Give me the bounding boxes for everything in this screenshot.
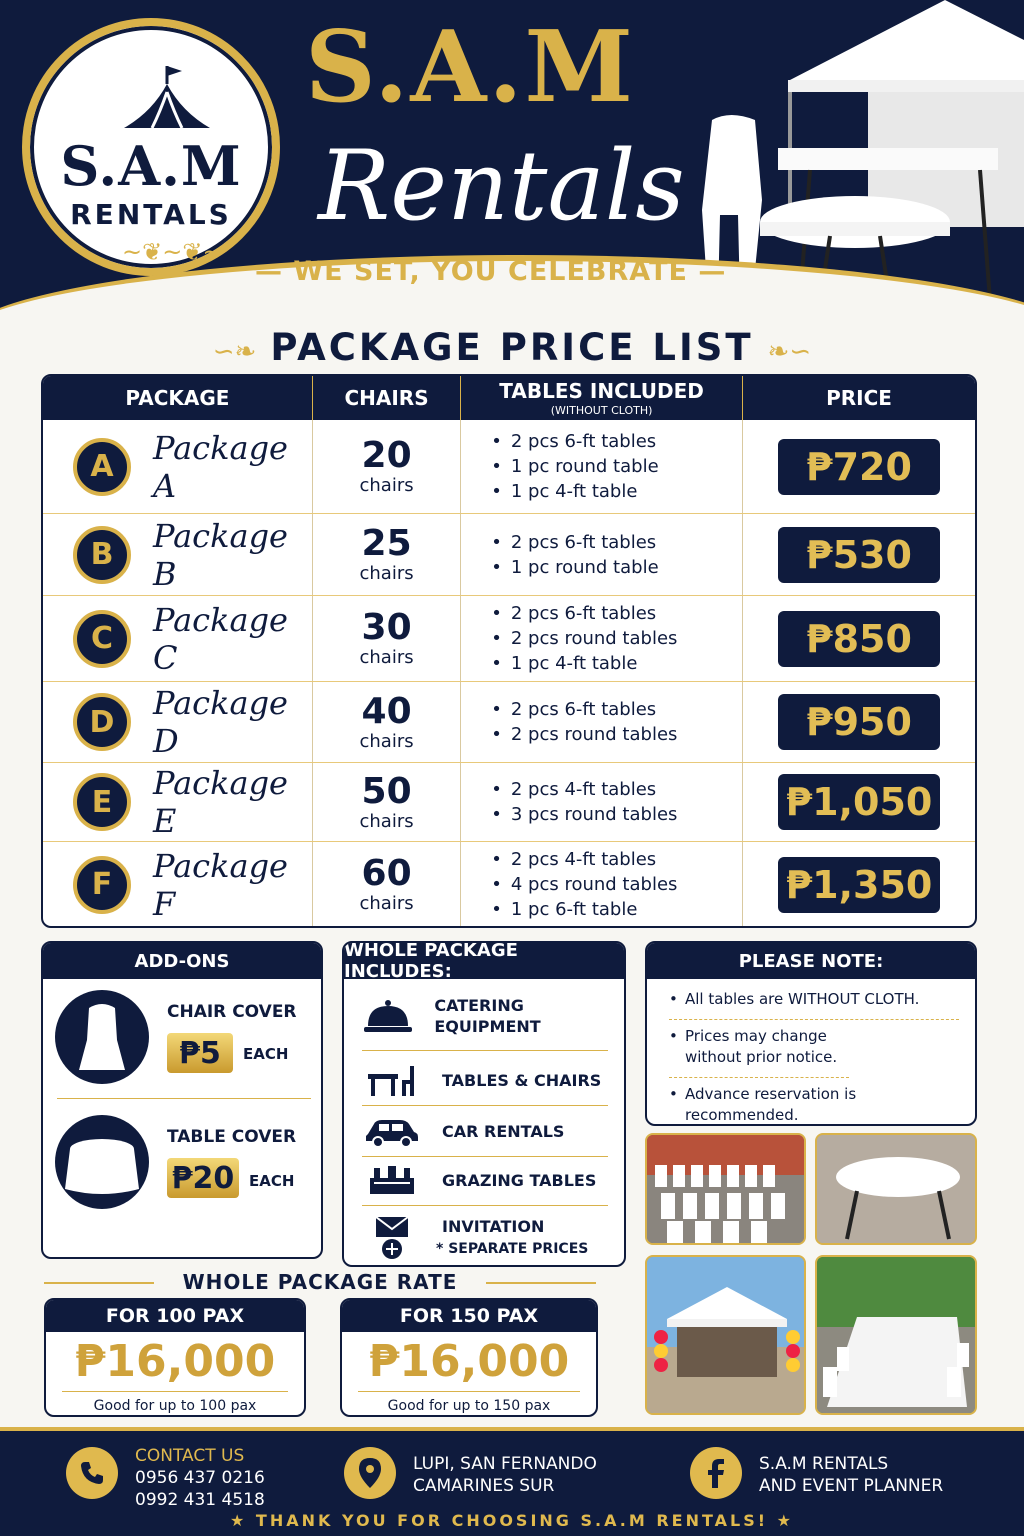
- header-banner: [0, 0, 1024, 310]
- table-item: • 1 pc 4-ft table: [491, 651, 677, 676]
- logo-title: S.A.M: [60, 134, 242, 198]
- rate-title: WHOLE PACKAGE RATE: [44, 1270, 596, 1294]
- table-header: [43, 376, 975, 420]
- rate-head: FOR 100 PAX: [46, 1300, 304, 1332]
- footer: [0, 1427, 1024, 1536]
- header-chairs: CHAIRS: [313, 376, 461, 420]
- chairs-label: chairs: [359, 647, 414, 668]
- divider: [358, 1391, 580, 1392]
- header-tables: [461, 376, 743, 420]
- table-row: [43, 841, 975, 927]
- include-item: [362, 995, 610, 1037]
- package-name: Package A: [153, 428, 288, 505]
- table-item: • 2 pcs 6-ft tables: [491, 601, 677, 626]
- phone-number[interactable]: 0956 437 0216: [135, 1468, 265, 1488]
- chairs-count: 30: [361, 607, 412, 648]
- chairs-label: chairs: [359, 563, 414, 584]
- package-letter-badge: F: [73, 856, 131, 914]
- package-cell: [43, 763, 313, 841]
- chairs-label: chairs: [359, 475, 414, 496]
- package-name: Package F: [153, 846, 288, 923]
- table-chair-icon: [362, 1060, 422, 1100]
- table-item: • 2 pcs 6-ft tables: [491, 429, 658, 454]
- divider: [362, 1050, 608, 1051]
- round-table-photo: [815, 1133, 977, 1245]
- tables-cell: [461, 763, 743, 841]
- car-icon: [362, 1111, 422, 1151]
- rate-card-150: [340, 1298, 598, 1417]
- grazing-table-icon: [362, 1160, 422, 1200]
- table-item: • 1 pc 6-ft table: [491, 897, 677, 922]
- rate-head: FOR 150 PAX: [342, 1300, 596, 1332]
- table-item: • 2 pcs round tables: [491, 722, 677, 747]
- notes-list: [647, 979, 975, 1126]
- table-item: • 1 pc 4-ft table: [491, 479, 658, 504]
- tables-list: [491, 530, 658, 580]
- ornament-icon: ∽❧: [212, 337, 257, 367]
- chairs-count: 60: [361, 853, 412, 894]
- divider: [362, 1105, 608, 1106]
- chairs-cell: [313, 682, 461, 762]
- divider: [62, 1391, 288, 1392]
- facebook-block[interactable]: [759, 1453, 943, 1497]
- tables-cell: [461, 682, 743, 762]
- chairs-cell: [313, 596, 461, 681]
- addon-unit: EACH: [249, 1172, 295, 1190]
- chairs-cell: [313, 420, 461, 513]
- addon-chair-cover: [55, 990, 315, 1090]
- note-item: • All tables are WITHOUT CLOTH.: [669, 989, 959, 1020]
- tables-list: [491, 601, 677, 676]
- package-cell: [43, 514, 313, 595]
- package-cell: [43, 420, 313, 513]
- chair-cover-image: [55, 990, 149, 1084]
- flourish-icon: ~❦~❦~: [122, 238, 223, 266]
- header-tables-note: (WITHOUT CLOTH): [550, 404, 653, 417]
- contact-block: [135, 1445, 265, 1511]
- table-cover-image: [55, 1115, 149, 1209]
- price-cell: [743, 514, 975, 595]
- rate-price: ₱16,000: [368, 1336, 570, 1387]
- rate-price: ₱16,000: [74, 1336, 276, 1387]
- facebook-name-line2[interactable]: AND EVENT PLANNER: [759, 1476, 944, 1496]
- tables-list: [491, 847, 677, 922]
- include-label: GRAZING TABLES: [442, 1170, 597, 1190]
- plus-icon: [362, 1237, 422, 1261]
- price-badge: ₱1,050: [778, 774, 940, 830]
- package-cell: [43, 842, 313, 927]
- addon-name: CHAIR COVER: [167, 1002, 297, 1022]
- package-letter-badge: B: [73, 526, 131, 584]
- price-badge: ₱530: [778, 527, 940, 583]
- tagline: — WE SET, YOU CELEBRATE —: [255, 256, 727, 287]
- table-item: • 1 pc round table: [491, 555, 658, 580]
- package-letter-badge: E: [73, 773, 131, 831]
- include-item: [362, 1060, 610, 1100]
- tables-cell: [461, 596, 743, 681]
- chairs-cell: [313, 763, 461, 841]
- price-cell: [743, 596, 975, 681]
- tables-cell: [461, 420, 743, 513]
- chairs-label: chairs: [359, 810, 414, 832]
- tent-logo-icon: [122, 62, 212, 132]
- package-cell: [43, 596, 313, 681]
- logo-badge: [22, 18, 280, 276]
- includes-box: [342, 941, 626, 1267]
- table-item: • 2 pcs 6-ft tables: [491, 697, 677, 722]
- ornament-icon: ❧∽: [767, 337, 812, 367]
- header-package: PACKAGE: [43, 376, 313, 420]
- thank-you-message: ★ THANK YOU FOR CHOOSING S.A.M RENTALS! ★: [230, 1511, 794, 1530]
- addon-price: ₱5: [167, 1033, 233, 1073]
- table-item: • 2 pcs 4-ft tables: [491, 847, 677, 872]
- separate-prices-note: * SEPARATE PRICES: [436, 1240, 589, 1257]
- table-row: [43, 420, 975, 513]
- package-letter-badge: A: [73, 438, 131, 496]
- brand-script-title: Rentals: [318, 130, 685, 242]
- address-line: CAMARINES SUR: [413, 1476, 555, 1496]
- table-item: • 4 pcs round tables: [491, 872, 677, 897]
- package-name: Package B: [153, 516, 288, 593]
- cloche-icon: [362, 996, 414, 1036]
- price-list-title: [0, 326, 1024, 369]
- include-item: [362, 1160, 610, 1200]
- location-pin-icon: [344, 1447, 396, 1499]
- include-label: CAR RENTALS: [442, 1121, 565, 1141]
- package-cell: [43, 682, 313, 762]
- package-table: [41, 374, 977, 928]
- price-cell: [743, 420, 975, 513]
- facebook-icon[interactable]: [690, 1447, 742, 1499]
- chairs-label: chairs: [359, 730, 414, 752]
- address-line: LUPI, SAN FERNANDO: [413, 1454, 597, 1474]
- address-block: [413, 1453, 597, 1497]
- include-label: CATERING EQUIPMENT: [434, 996, 541, 1036]
- table-item: • 2 pcs 6-ft tables: [491, 530, 658, 555]
- note-item: • Prices may change without prior notice.: [669, 1026, 849, 1078]
- price-list-title-text: PACKAGE PRICE LIST: [270, 326, 754, 369]
- rate-note: Good for up to 150 pax: [387, 1398, 551, 1414]
- table-row: [43, 595, 975, 681]
- separate-note-row: [362, 1237, 610, 1261]
- include-label: INVITATION: [442, 1216, 545, 1236]
- header-tables-label: TABLES INCLUDED: [499, 379, 704, 403]
- price-badge: ₱1,350: [778, 857, 940, 913]
- divider: [57, 1098, 311, 1099]
- rate-card-100: [44, 1298, 306, 1417]
- chairs-count: 25: [361, 523, 412, 564]
- note-item: • Advance reservation is recommended.: [669, 1084, 869, 1126]
- table-row: [43, 681, 975, 762]
- logo-subtitle: RENTALS: [70, 198, 232, 231]
- addons-box: [41, 941, 323, 1259]
- table-item: • 1 pc round table: [491, 454, 658, 479]
- price-badge: ₱720: [778, 439, 940, 495]
- addon-name: TABLE COVER: [167, 1127, 297, 1147]
- rate-note: Good for up to 100 pax: [93, 1398, 257, 1414]
- phone-number[interactable]: 0992 431 4518: [135, 1490, 265, 1510]
- price-cell: [743, 763, 975, 841]
- table-item: • 2 pcs round tables: [491, 626, 677, 651]
- notes-title: PLEASE NOTE:: [647, 943, 975, 979]
- price-badge: ₱850: [778, 611, 940, 667]
- table-item: • 2 pcs 4-ft tables: [491, 777, 677, 802]
- package-name: Package E: [153, 764, 288, 840]
- banquet-tables-photo: [815, 1255, 977, 1415]
- tables-cell: [461, 842, 743, 927]
- tables-list: [491, 697, 677, 747]
- notes-box: [645, 941, 977, 1126]
- include-item: [362, 1111, 610, 1151]
- facebook-name[interactable]: S.A.M RENTALS: [759, 1454, 889, 1474]
- addon-price: ₱20: [167, 1158, 239, 1198]
- header-price: PRICE: [826, 386, 892, 410]
- brand-title: S.A.M: [305, 10, 636, 125]
- chairs-count: 40: [361, 690, 412, 732]
- table-item: • 3 pcs round tables: [491, 802, 677, 827]
- price-cell: [743, 682, 975, 762]
- phone-icon: [66, 1447, 118, 1499]
- divider: [362, 1156, 608, 1157]
- package-letter-badge: D: [73, 693, 131, 751]
- table-row: [43, 762, 975, 841]
- addons-title: ADD-ONS: [43, 943, 321, 979]
- chairs-count: 50: [361, 770, 412, 812]
- package-name: Package C: [153, 600, 288, 677]
- price-cell: [743, 842, 975, 927]
- price-badge: ₱950: [778, 694, 940, 750]
- includes-title: WHOLE PACKAGE INCLUDES:: [344, 943, 624, 979]
- package-letter-badge: C: [73, 610, 131, 668]
- tables-list: [491, 777, 677, 827]
- chairs-photo: [645, 1133, 806, 1245]
- chairs-label: chairs: [359, 893, 414, 914]
- package-name: Package D: [153, 684, 288, 760]
- contact-title: CONTACT US: [135, 1446, 245, 1466]
- tables-cell: [461, 514, 743, 595]
- table-row: [43, 513, 975, 595]
- addon-unit: EACH: [243, 1045, 289, 1063]
- chairs-cell: [313, 514, 461, 595]
- chairs-cell: [313, 842, 461, 927]
- chairs-count: 20: [361, 435, 412, 476]
- tables-list: [491, 429, 658, 504]
- addon-table-cover: [55, 1115, 315, 1215]
- tent-event-photo: [645, 1255, 806, 1415]
- include-label: TABLES & CHAIRS: [442, 1070, 602, 1090]
